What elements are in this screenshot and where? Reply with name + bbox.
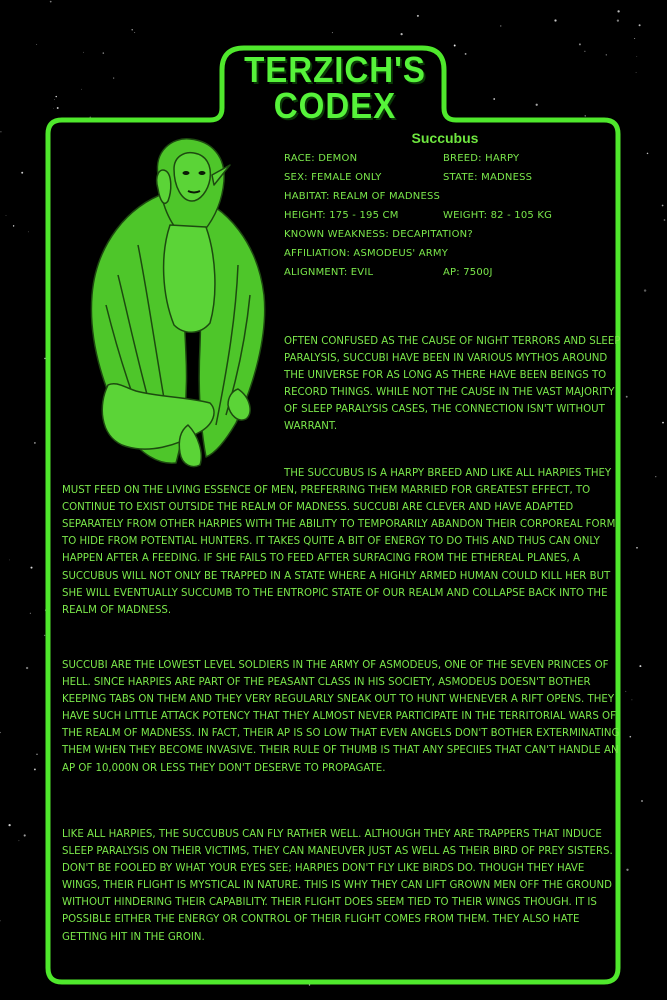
succubus-illustration bbox=[88, 135, 278, 470]
stat-height: HEIGHT: 175 - 195 CM bbox=[284, 210, 399, 221]
description-paragraph-2: THE SUCCUBUS IS A HARPY BREED AND LIKE ALL HARPIES THEY MUST FEED ON THE LIVING ESSENCE OF MEN, PREFERRING THEM MARRIED FOR GREATEST EFFECT, TO CONTINUE TO EXIST OUTSIDE THE REALM OF MADNESS. SUCCUBI ARE CLEVER AND HAVE ADAPTED SEPARATELY FROM OTHER HARPIES WITH THE ABILITY TO TEMPORARILY ABANDON THEIR CORPOREAL FORM TO HIDE FROM POTENTIAL HUNTERS. IT TAKES QUITE A BIT OF ENERGY TO DO THIS AND THUS CAN ONLY HAPPEN AFTER A FEEDING. IF SHE FAILS TO FEED AFTER SURFACING FROM THE ETHEREAL PLANES, A SUCCUBUS WILL NOT ONLY BE TRAPPED IN A STATE WHERE A HIGHLY ARMED HUMAN COULD KILL HER BUT SHE WILL EVENTUALLY SUCCUMB TO THE ENTROPIC STATE OF OUR REALM AND COLLAPSE BACK INTO THE REALM OF MADNESS. bbox=[62, 468, 616, 616]
description-paragraph-4: LIKE ALL HARPIES, THE SUCCUBUS CAN FLY RATHER WELL. ALTHOUGH THEY ARE TRAPPERS THAT INDUCE SLEEP PARALYSIS ON THEIR VICTIMS, THEY CAN MANEUVER JUST AS WELL AS THEIR BIRD OF PREY SISTERS. DON'T BE FOOLED BY WHAT YOUR EYES SEE; HARPIES DON'T FLY LIKE BIRDS DO. THOUGH THEY HAVE WINGS, THEIR FLIGHT IS MYSTICAL IN NATURE. THIS IS WHY THEY CAN LIFT GROWN MEN OFF THE GROUND WITHOUT HINDERING THEIR CAPABILITY. THEIR FLIGHT DOES SEEM TIED TO THEIR WINGS THOUGH. IT IS POSSIBLE EITHER THE ENERGY OR CONTROL OF THEIR FLIGHT COMES FROM THEM. THEY ALSO HATE GETTING HIT IN THE GROIN. bbox=[62, 829, 613, 943]
stat-affiliation: AFFILIATION: ASMODEUS' ARMY bbox=[284, 248, 449, 259]
stat-state: STATE: MADNESS bbox=[443, 172, 533, 183]
stat-weakness: KNOWN WEAKNESS: DECAPITATION? bbox=[284, 229, 473, 240]
stat-weight: WEIGHT: 82 - 105 KG bbox=[443, 210, 553, 221]
codex-title-line1: TERZICH'S bbox=[244, 49, 426, 90]
stat-alignment: ALIGNMENT: EVIL bbox=[284, 267, 374, 278]
stat-habitat: HABITAT: REALM OF MADNESS bbox=[284, 191, 441, 202]
stat-sex: SEX: FEMALE ONLY bbox=[284, 172, 382, 183]
stat-breed: BREED: HARPY bbox=[443, 153, 520, 164]
codex-title-line2: CODEX bbox=[273, 85, 397, 126]
description-paragraph-3: SUCCUBI ARE THE LOWEST LEVEL SOLDIERS IN THE ARMY OF ASMODEUS, ONE OF THE SEVEN PRINCES OF HELL. SINCE HARPIES ARE PART OF THE PEASANT CLASS IN HIS SOCIETY, ASMODEUS DOESN'T BOTHER KEEPING TABS ON THEM AND THEY VERY REGULARLY SNEAK OUT TO HUNT WHENEVER A RIFT OPENS. THEY HAVE SUCH LITTLE ATTACK POTENCY THAT THEY ALMOST NEVER PARTICIPATE IN THE TERRITORIAL WARS OF THE REALM OF MADNESS. IN FACT, THEIR AP IS SO LOW THAT EVEN ANGELS DON'T BOTHER EXTERMINATING THEM WHEN THEY BECOME INVASIVE. THEIR RULE OF THUMB IS THAT ANY SPECIIES THAT CAN'T HANDLE AN AP OF 10,000N OR LESS THEY DON'T DESERVE TO PROPAGATE. bbox=[62, 660, 620, 774]
description-paragraph-1: OFTEN CONFUSED AS THE CAUSE OF NIGHT TERRORS AND SLEEP PARALYSIS, SUCCUBI HAVE BEEN IN VARIOUS MYTHOS AROUND THE UNIVERSE FOR AS LONG AS THERE HAVE BEEN BEINGS TO RECORD THINGS. WHILE NOT THE CAUSE IN THE VAST MAJORITY OF SLEEP PARALYSIS CASES, THE CONNECTION ISN'T WITHOUT WARRANT. bbox=[284, 336, 621, 433]
stat-race: RACE: DEMON bbox=[284, 153, 358, 164]
creature-name: Succubus bbox=[411, 130, 479, 146]
stat-ap: AP: 7500J bbox=[443, 267, 493, 278]
